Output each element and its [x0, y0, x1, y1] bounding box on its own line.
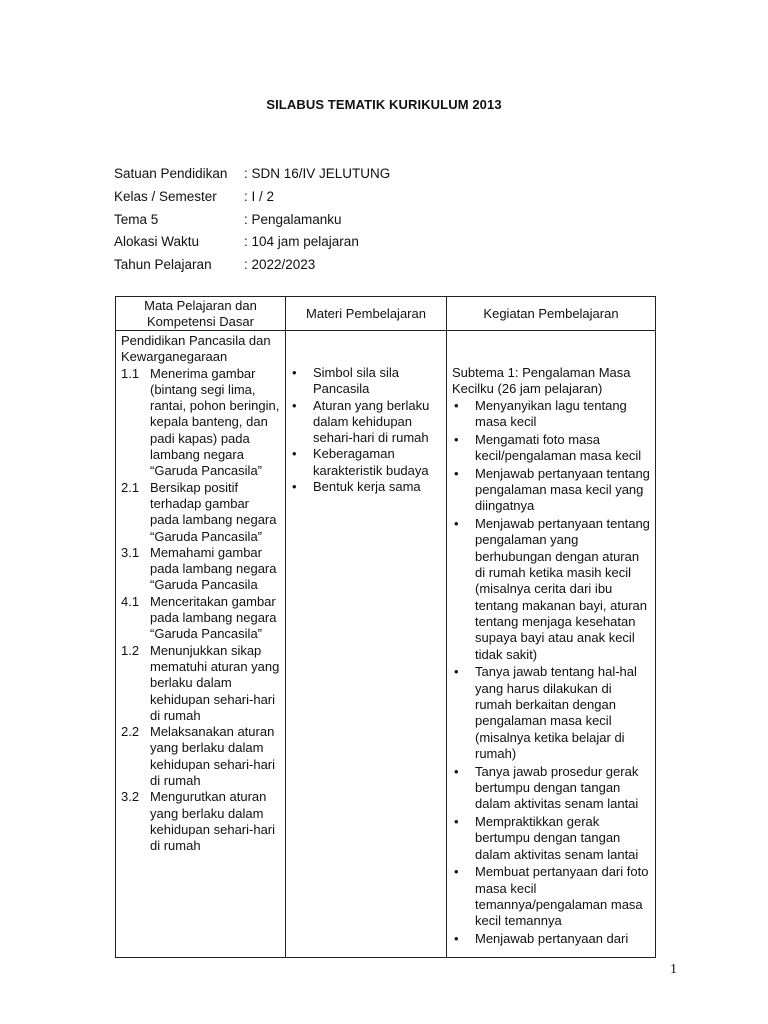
- subtema-title: Subtema 1: Pengalaman Masa Kecilku (26 jam pelajaran): [452, 365, 631, 397]
- materi-text: Aturan yang berlaku dalam kehidupan sehari-hari di rumah: [313, 397, 430, 446]
- kd-item: [121, 789, 281, 854]
- kd-number: 2.1: [121, 479, 140, 495]
- kd-item: [121, 366, 281, 480]
- list-item: [452, 864, 651, 929]
- list-item: [452, 814, 651, 863]
- document-title: SILABUS TEMATIK KURIKULUM 2013: [266, 97, 502, 112]
- info-row: [114, 233, 390, 256]
- kegiatan-text: Menjawab pertanyaan dari: [475, 931, 629, 947]
- bullet-icon: •: [454, 431, 459, 447]
- kd-text: Menunjukkan sikap mematuhi aturan yang berlaku dalam kehidupan sehari-hari di rumah: [150, 642, 280, 723]
- bullet-icon: •: [454, 864, 459, 880]
- list-item: [452, 432, 651, 465]
- table-header-row: [116, 297, 656, 331]
- info-label: Kelas / Semester: [114, 188, 217, 204]
- kd-number: 3.1: [121, 544, 140, 560]
- table-row: [116, 331, 656, 958]
- list-item: [452, 398, 651, 431]
- kd-item: [121, 594, 281, 643]
- kegiatan-text: Mengamati foto masa kecil/pengalaman masa kecil: [475, 431, 642, 463]
- syllabus-table: [115, 296, 656, 958]
- list-item: [290, 446, 442, 479]
- info-value: : 2022/2023: [244, 257, 316, 273]
- kd-text: Menerima gambar (bintang segi lima, rantai, pohon beringin, kepala banteng, dan padi kapas) pada lambang negara “Garuda Pancasila”: [150, 365, 280, 479]
- page-number: 1: [670, 962, 677, 977]
- info-value: : 104 jam pelajaran: [244, 234, 359, 250]
- kegiatan-list: [452, 398, 651, 948]
- info-label: Alokasi Waktu: [114, 234, 200, 250]
- kegiatan-text: Tanya jawab tentang hal-hal yang harus dilakukan di rumah berkaitan dengan pengalaman masa kecil (misalnya ketika belajar di rumah): [475, 664, 637, 761]
- bullet-icon: •: [454, 763, 459, 779]
- info-row: [114, 256, 390, 279]
- list-item: [290, 365, 442, 398]
- subject-name: Pendidikan Pancasila dan Kewarganegaraan: [121, 333, 271, 365]
- bullet-icon: •: [454, 931, 459, 947]
- info-row: [114, 211, 390, 234]
- kd-number: 3.2: [121, 789, 140, 805]
- info-label: Tahun Pelajaran: [114, 257, 212, 273]
- bullet-icon: •: [454, 397, 459, 413]
- kegiatan-text: Menjawab pertanyaan tentang pengalaman yang berhubungan dengan aturan di rumah ketika masih kecil (misalnya cerita dari ibu tentang makanan bayi, aturan tentang menjaga kesehatan supaya bayi atau anak kecil tidak sakit): [475, 516, 650, 662]
- kegiatan-cell: [447, 331, 656, 958]
- list-item: [290, 479, 442, 495]
- info-block: [114, 165, 390, 279]
- bullet-icon: •: [454, 814, 459, 830]
- info-value: : Pengalamanku: [244, 211, 342, 227]
- list-item: [452, 664, 651, 762]
- kd-item: [121, 643, 281, 724]
- kd-text: Melaksanakan aturan yang berlaku dalam kehidupan sehari-hari di rumah: [150, 724, 276, 789]
- bullet-icon: •: [292, 446, 297, 462]
- kd-item: [121, 545, 281, 594]
- kd-number: 1.1: [121, 365, 140, 381]
- list-item: [452, 516, 651, 663]
- bullet-icon: •: [292, 365, 297, 380]
- materi-cell: [286, 331, 447, 958]
- kd-number: 1.2: [121, 642, 140, 658]
- kd-text: Memahami gambar pada lambang negara “Garuda Pancasila: [150, 544, 277, 593]
- list-item: [452, 931, 651, 947]
- kegiatan-text: Mempraktikkan gerak bertumpu dengan tangan dalam aktivitas senam lantai: [475, 814, 639, 862]
- kd-item: [121, 724, 281, 789]
- bullet-icon: •: [454, 664, 459, 680]
- kegiatan-text: Membuat pertanyaan dari foto masa kecil temannya/pengalaman masa kecil temannya: [475, 864, 649, 929]
- kd-number: 2.2: [121, 724, 140, 740]
- kd-number: 4.1: [121, 593, 140, 609]
- header-kompetensi: Mata Pelajaran dan Kompetensi Dasar: [116, 297, 286, 331]
- kegiatan-text: Tanya jawab prosedur gerak bertumpu dengan tangan dalam aktivitas senam lantai: [475, 763, 639, 812]
- bullet-icon: •: [454, 516, 459, 532]
- list-item: [452, 466, 651, 515]
- kd-text: Menceritakan gambar pada lambang negara “Garuda Pancasila”: [150, 593, 277, 642]
- kegiatan-text: Menjawab pertanyaan tentang pengalaman masa kecil yang diingatnya: [475, 465, 650, 514]
- list-item: [452, 764, 651, 813]
- info-value: : I / 2: [244, 188, 275, 204]
- info-label: Tema 5: [114, 211, 159, 227]
- kd-text: Mengurutkan aturan yang berlaku dalam kehidupan sehari-hari di rumah: [150, 789, 276, 854]
- info-row: [114, 165, 390, 188]
- info-row: [114, 188, 390, 211]
- kd-item: [121, 480, 281, 545]
- materi-text: Simbol sila sila Pancasila: [313, 365, 399, 397]
- kegiatan-text: Menyanyikan lagu tentang masa kecil: [475, 397, 627, 429]
- info-label: Satuan Pendidikan: [114, 166, 228, 181]
- kd-text: Bersikap positif terhadap gambar pada lambang negara “Garuda Pancasila”: [150, 479, 277, 544]
- kompetensi-cell: [116, 331, 286, 958]
- materi-list: [290, 365, 442, 495]
- info-value: : SDN 16/IV JELUTUNG: [244, 166, 391, 181]
- bullet-icon: •: [454, 465, 459, 481]
- list-item: [290, 398, 442, 447]
- bullet-icon: •: [292, 397, 297, 413]
- materi-text: Bentuk kerja sama: [313, 479, 421, 495]
- header-kegiatan: Kegiatan Pembelajaran: [447, 297, 656, 331]
- materi-text: Keberagaman karakteristik budaya: [313, 446, 429, 478]
- bullet-icon: •: [292, 479, 297, 495]
- header-materi: Materi Pembelajaran: [286, 297, 447, 331]
